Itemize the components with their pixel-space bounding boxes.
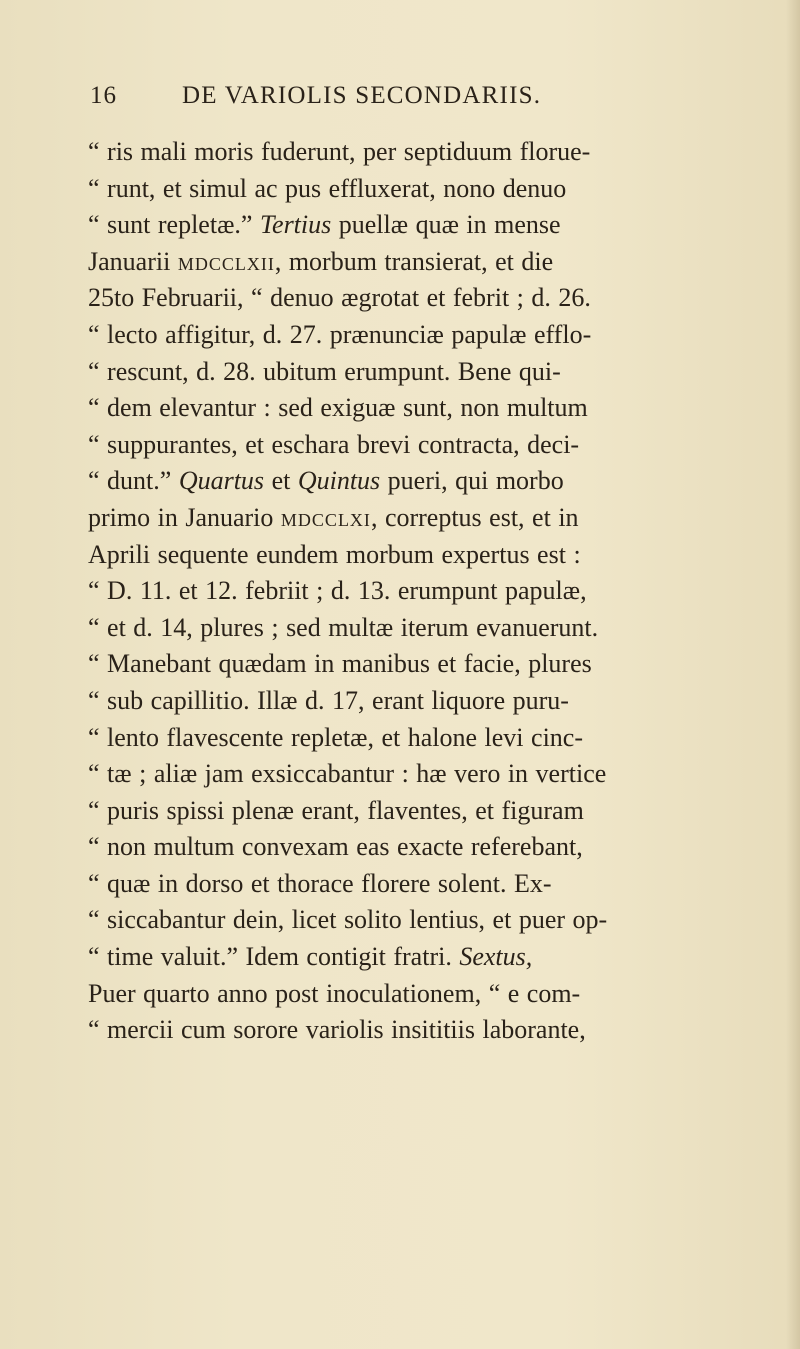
text-segment: 25to Februarii, “ denuo ægrotat et febrit ; d. 26. — [88, 283, 591, 313]
italic-text: Sextus, — [459, 942, 533, 972]
text-line — [88, 354, 794, 391]
text-segment: “ non multum convexam eas exacte referebant, — [88, 832, 583, 862]
body-text — [88, 134, 794, 1049]
text-line — [88, 610, 794, 647]
text-line — [88, 976, 794, 1013]
small-caps-text: MDCCLXI — [280, 509, 371, 530]
text-segment: “ time valuit.” Idem contigit fratri. — [88, 942, 460, 972]
text-segment: “ mercii cum sorore variolis insititiis laborante, — [88, 1015, 586, 1045]
text-segment: Aprili sequente eundem morbum expertus est : — [88, 539, 581, 569]
text-line — [88, 646, 794, 683]
text-segment: “ Manebant quædam in manibus et facie, plures — [88, 649, 592, 679]
text-segment: , morbum transierat, et die — [274, 246, 554, 276]
text-segment: primo in Januario — [88, 502, 281, 532]
text-segment: “ siccabantur dein, licet solito lentius, et puer op- — [88, 905, 608, 935]
text-segment: “ suppurantes, et eschara brevi contracta, deci- — [88, 429, 580, 459]
text-line — [88, 280, 794, 317]
text-segment: “ D. 11. et 12. febriit ; d. 13. erumpunt papulæ, — [88, 576, 587, 606]
text-segment: Januarii — [88, 246, 178, 276]
text-line — [88, 829, 794, 866]
text-segment: “ lento flavescente repletæ, et halone levi cinc- — [88, 722, 583, 752]
italic-text: Quintus — [297, 466, 381, 496]
text-line — [88, 244, 794, 281]
text-line — [88, 720, 794, 757]
text-line — [88, 683, 794, 720]
text-line — [88, 134, 794, 171]
italic-text: Tertius — [259, 210, 332, 240]
text-segment: “ runt, et simul ac pus effluxerat, nono denuo — [88, 173, 567, 203]
text-line — [88, 463, 794, 500]
text-segment: , correptus est, et in — [370, 502, 579, 532]
italic-text: Quartus — [178, 466, 265, 496]
small-caps-text: MDCCLXII — [177, 253, 275, 274]
text-line — [88, 207, 794, 244]
text-line — [88, 500, 794, 537]
text-segment: “ quæ in dorso et thorace florere solent. Ex- — [88, 868, 552, 898]
page-number: 16 — [90, 82, 117, 109]
text-segment: “ rescunt, d. 28. ubitum erumpunt. Bene qui- — [88, 356, 561, 386]
text-line — [88, 573, 794, 610]
text-line — [88, 902, 794, 939]
text-line — [88, 317, 794, 354]
text-line — [88, 793, 794, 830]
text-segment: “ lecto affigitur, d. 27. prænunciæ papulæ efflo- — [88, 319, 592, 349]
text-segment: puellæ quæ in mense — [331, 210, 561, 240]
text-segment: “ tæ ; aliæ jam exsiccabantur : hæ vero in vertice — [88, 759, 607, 789]
text-segment: “ sub capillitio. Illæ d. 17, erant liquore puru- — [88, 685, 569, 715]
text-segment: et — [264, 466, 298, 496]
text-segment: “ et d. 14, plures ; sed multæ iterum evanuerunt. — [88, 612, 599, 642]
text-line — [88, 537, 794, 574]
text-line — [88, 1012, 794, 1049]
running-title: DE VARIOLIS SECONDARIIS. — [182, 82, 542, 109]
text-segment: “ ris mali moris fuderunt, per septiduum florue- — [88, 137, 591, 166]
text-segment: “ puris spissi plenæ erant, flaventes, et figuram — [88, 795, 584, 825]
text-line — [88, 171, 794, 208]
page-header — [90, 82, 770, 122]
text-line — [88, 427, 794, 464]
text-segment: “ sunt repletæ.” — [88, 210, 260, 240]
text-segment: “ dem elevantur : sed exiguæ sunt, non multum — [88, 393, 588, 423]
text-segment: “ dunt.” — [88, 466, 179, 496]
text-line — [88, 939, 794, 976]
text-line — [88, 390, 794, 427]
text-segment: pueri, qui morbo — [380, 466, 564, 496]
text-line — [88, 756, 794, 793]
text-line — [88, 866, 794, 903]
text-segment: Puer quarto anno post inoculationem, “ e com- — [88, 978, 581, 1008]
